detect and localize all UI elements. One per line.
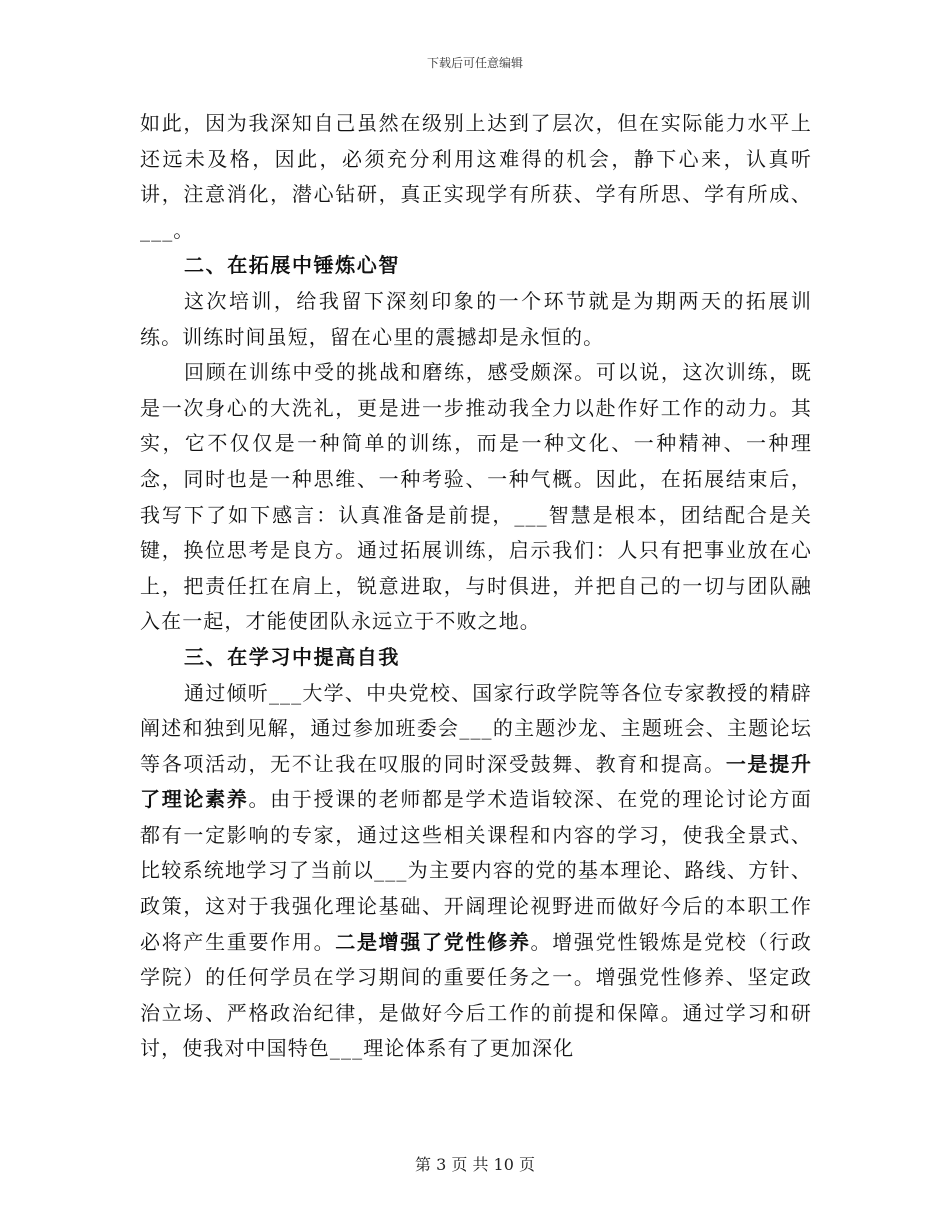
page-header-note: 下载后可任意编辑 (426, 56, 523, 70)
paragraph: 回顾在训练中受的挑战和磨练，感受颇深。可以说，这次训练，既是一次身心的大洗礼，更是进一步推动我全力以赴作好工作的动力。其实，它不仅仅是一种简单的训练，而是一种文化、一种精神、一种理念，同时也是一种思维、一种考验、一种气概。因此，在拓展结束后，我写下了如下感言：认真准备是前提，___智慧是根本，团结配合是关键，换位思考是良方。通过拓展训练，启示我们：人只有把事业放在心上，把责任扛在肩上，锐意进取，与时俱进，并把自己的一切与团队融入在一起，才能使团队永远立于不败之地。 (140, 360, 812, 634)
paragraph (140, 676, 812, 1068)
section-heading: 二、在拓展中锤炼心智 (184, 253, 400, 278)
page-number: 第 3 页 共 10 页 (415, 1155, 535, 1174)
paragraph-text: 通过倾听___大学、中央党校、国家行政学院等各位专家教授的精辟阐述和独到见解，通过参加班委会___的主题沙龙、主题班会、主题论坛等各项活动，无不让我在叹服的同时深受鼓舞、教育和提高。 (140, 680, 812, 776)
paragraph: 这次培训，给我留下深刻印象的一个环节就是为期两天的拓展训练。训练时间虽短，留在心里的震撼却是永恒的。 (140, 288, 812, 349)
document-body (140, 106, 812, 1067)
paragraph-text: 。增强党性锻炼是党校（行政学院）的任何学员在学习期间的重要任务之一。增强党性修养、坚定政治立场、严格政治纪律，是做好今后工作的前提和保障。通过学习和研讨，使我对中国特色___理论体系有了更加深化 (140, 929, 812, 1061)
bold-point: 二是增强了党性修养 (335, 929, 531, 954)
section-heading: 三、在学习中提高自我 (184, 644, 400, 669)
paragraph: 如此，因为我深知自己虽然在级别上达到了层次，但在实际能力水平上还远未及格，因此，必须充分利用这难得的机会，静下心来，认真听讲，注意消化，潜心钻研，真正实现学有所获、学有所思、学有所成、___。 (140, 111, 812, 242)
bold-point: 一是提升了理论素养 (140, 751, 813, 812)
paragraph-text: 。由于授课的老师都是学术造诣较深、在党的理论讨论方面都有一定影响的专家，通过这些相关课程和内容的学习，使我全景式、比较系统地学习了当前以___为主要内容的党的基本理论、路线、方针、政策，这对于我强化理论基础、开阔理论视野进而做好今后的本职工作必将产生重要作用。 (140, 787, 812, 954)
